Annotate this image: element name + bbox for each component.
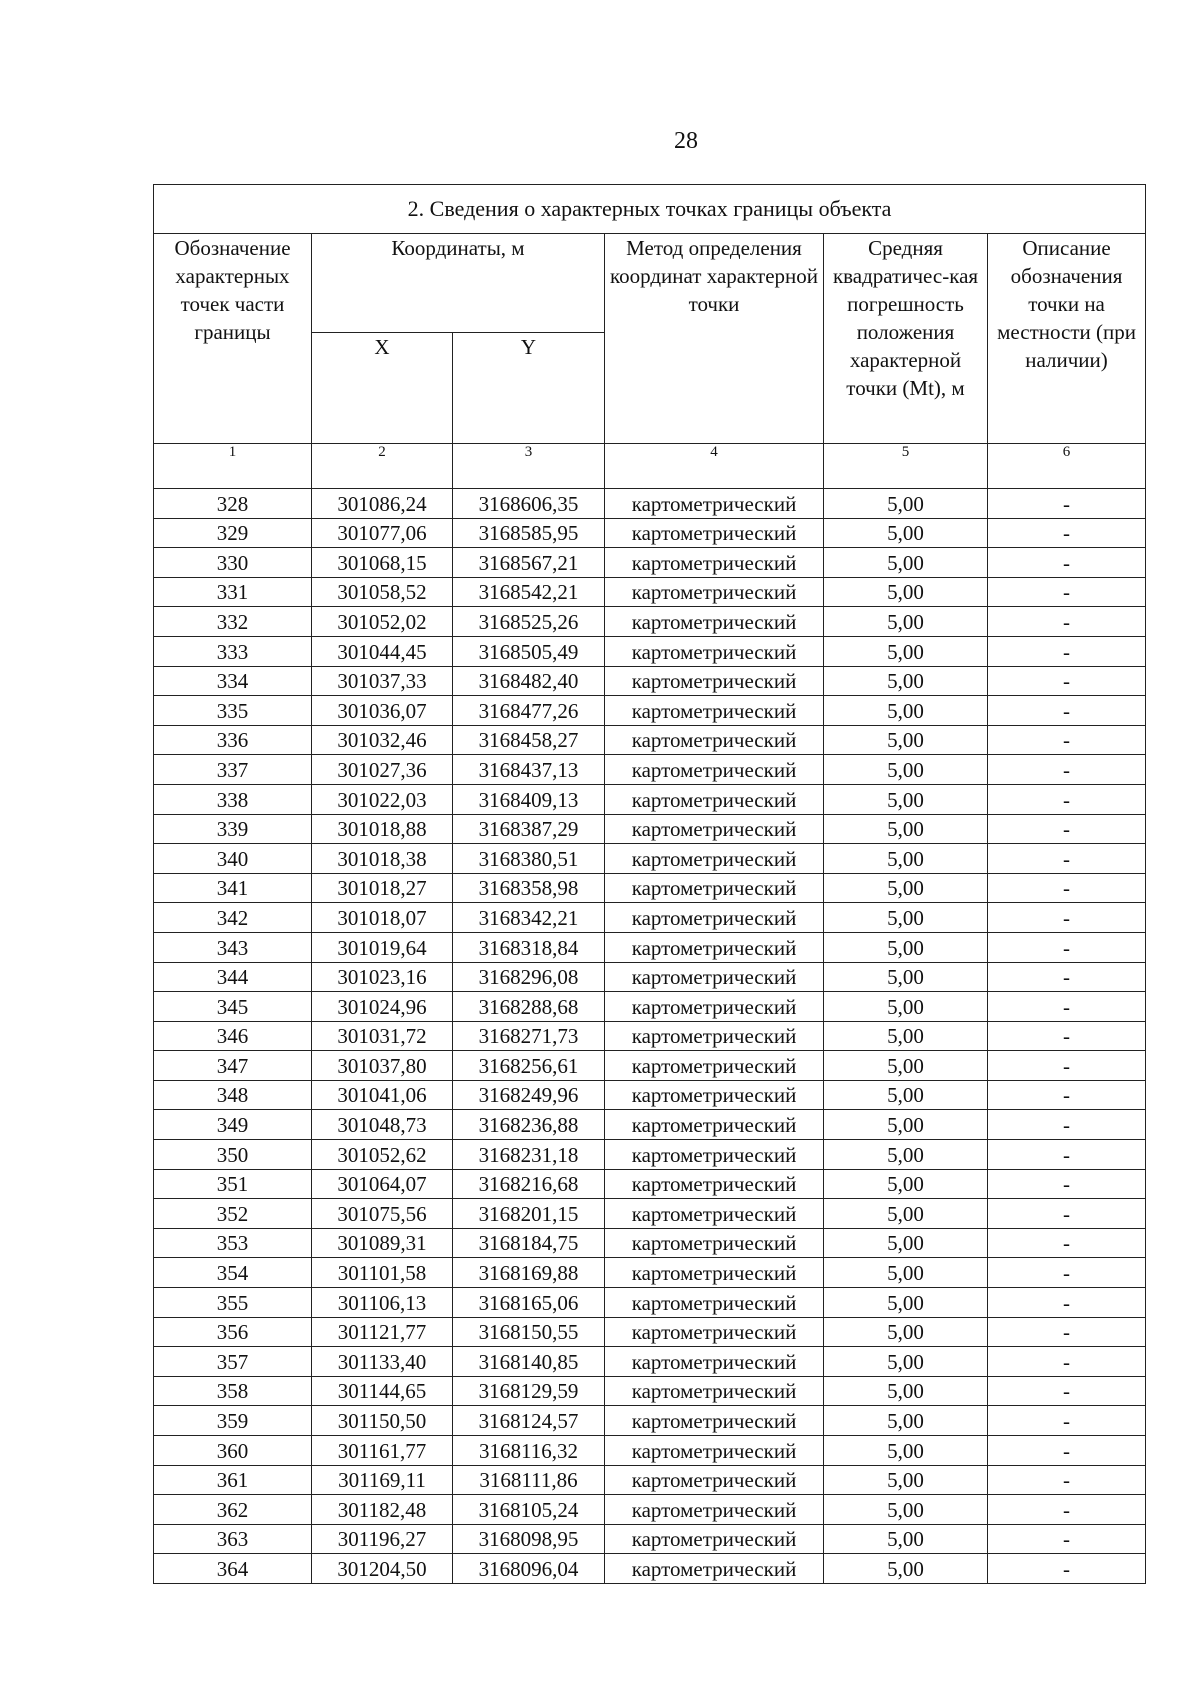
table-row [154,725,1146,755]
table-row [154,1436,1146,1466]
error-cell: 5,00 [824,1110,988,1140]
point-designation: 332 [154,607,312,637]
error-cell: 5,00 [824,844,988,874]
description-cell: - [988,1140,1146,1170]
error-cell: 5,00 [824,1554,988,1584]
table-row [154,548,1146,578]
table-row [154,755,1146,785]
method-cell: картометрический [605,784,824,814]
point-designation: 352 [154,1199,312,1229]
method-cell: картометрический [605,725,824,755]
method-cell: картометрический [605,1376,824,1406]
description-cell: - [988,844,1146,874]
method-cell: картометрический [605,1406,824,1436]
table-row [154,903,1146,933]
description-cell: - [988,489,1146,519]
error-cell: 5,00 [824,548,988,578]
coordinate-y: 3168111,86 [453,1465,605,1495]
coordinate-y: 3168231,18 [453,1140,605,1170]
coordinate-y: 3168201,15 [453,1199,605,1229]
point-designation: 348 [154,1080,312,1110]
description-cell: - [988,1406,1146,1436]
method-cell: картометрический [605,577,824,607]
description-cell: - [988,1436,1146,1466]
point-designation: 360 [154,1436,312,1466]
error-cell: 5,00 [824,932,988,962]
error-cell: 5,00 [824,1347,988,1377]
description-cell: - [988,696,1146,726]
point-designation: 328 [154,489,312,519]
coordinate-x: 301052,02 [312,607,453,637]
error-cell: 5,00 [824,1169,988,1199]
point-designation: 361 [154,1465,312,1495]
description-cell: - [988,962,1146,992]
point-designation: 351 [154,1169,312,1199]
error-cell: 5,00 [824,903,988,933]
description-cell: - [988,814,1146,844]
point-designation: 337 [154,755,312,785]
section-title: 2. Сведения о характерных точках границы объекта [154,185,1146,234]
coordinate-x: 301018,38 [312,844,453,874]
coordinate-x: 301144,65 [312,1376,453,1406]
coordinate-x: 301041,06 [312,1080,453,1110]
table-row [154,1317,1146,1347]
coordinate-y: 3168477,26 [453,696,605,726]
point-designation: 346 [154,1021,312,1051]
point-designation: 339 [154,814,312,844]
method-cell: картометрический [605,1436,824,1466]
error-cell: 5,00 [824,784,988,814]
description-cell: - [988,548,1146,578]
header-method: Метод определения координат характерной точки [605,234,824,444]
method-cell: картометрический [605,1554,824,1584]
point-designation: 330 [154,548,312,578]
header-coordinates: Координаты, м [312,234,605,333]
method-cell: картометрический [605,1347,824,1377]
coordinate-x: 301150,50 [312,1406,453,1436]
column-number: 6 [988,444,1146,489]
point-designation: 358 [154,1376,312,1406]
coordinate-y: 3168096,04 [453,1554,605,1584]
table-row [154,1347,1146,1377]
coordinate-x: 301204,50 [312,1554,453,1584]
error-cell: 5,00 [824,1080,988,1110]
method-cell: картометрический [605,636,824,666]
error-cell: 5,00 [824,1317,988,1347]
error-cell: 5,00 [824,666,988,696]
coordinate-y: 3168129,59 [453,1376,605,1406]
header-y: Y [453,333,605,444]
error-cell: 5,00 [824,1228,988,1258]
table-row [154,1258,1146,1288]
method-cell: картометрический [605,548,824,578]
description-cell: - [988,666,1146,696]
coordinate-x: 301037,80 [312,1051,453,1081]
coordinate-y: 3168525,26 [453,607,605,637]
coordinate-x: 301058,52 [312,577,453,607]
coordinate-x: 301031,72 [312,1021,453,1051]
point-designation: 335 [154,696,312,726]
point-designation: 331 [154,577,312,607]
error-cell: 5,00 [824,1199,988,1229]
error-cell: 5,00 [824,1495,988,1525]
table-row [154,636,1146,666]
error-cell: 5,00 [824,962,988,992]
table-row [154,696,1146,726]
table-row [154,1465,1146,1495]
coordinate-x: 301018,88 [312,814,453,844]
method-cell: картометрический [605,844,824,874]
description-cell: - [988,1495,1146,1525]
description-cell: - [988,1288,1146,1318]
table-row [154,992,1146,1022]
coordinate-x: 301036,07 [312,696,453,726]
description-cell: - [988,1465,1146,1495]
coordinate-y: 3168482,40 [453,666,605,696]
description-cell: - [988,755,1146,785]
error-cell: 5,00 [824,1376,988,1406]
coordinate-y: 3168505,49 [453,636,605,666]
boundary-points-table [153,184,1146,1584]
point-designation: 344 [154,962,312,992]
table-row [154,932,1146,962]
header-designation: Обозначение характерных точек части границы [154,234,312,444]
method-cell: картометрический [605,607,824,637]
coordinate-x: 301052,62 [312,1140,453,1170]
column-number: 1 [154,444,312,489]
coordinate-x: 301075,56 [312,1199,453,1229]
coordinate-x: 301086,24 [312,489,453,519]
page-number: 28 [674,128,698,154]
column-number: 4 [605,444,824,489]
description-cell: - [988,1554,1146,1584]
coordinate-y: 3168271,73 [453,1021,605,1051]
coordinate-y: 3168318,84 [453,932,605,962]
coordinate-y: 3168458,27 [453,725,605,755]
table-row [154,1140,1146,1170]
description-cell: - [988,607,1146,637]
method-cell: картометрический [605,1199,824,1229]
coordinate-y: 3168105,24 [453,1495,605,1525]
coordinate-x: 301106,13 [312,1288,453,1318]
coordinate-y: 3168567,21 [453,548,605,578]
description-cell: - [988,1524,1146,1554]
table-row [154,1080,1146,1110]
error-cell: 5,00 [824,814,988,844]
method-cell: картометрический [605,1288,824,1318]
description-cell: - [988,932,1146,962]
method-cell: картометрический [605,1228,824,1258]
error-cell: 5,00 [824,489,988,519]
point-designation: 342 [154,903,312,933]
coordinate-y: 3168585,95 [453,518,605,548]
method-cell: картометрический [605,932,824,962]
error-cell: 5,00 [824,1051,988,1081]
coordinate-x: 301161,77 [312,1436,453,1466]
coordinate-y: 3168236,88 [453,1110,605,1140]
error-cell: 5,00 [824,992,988,1022]
coordinate-x: 301068,15 [312,548,453,578]
error-cell: 5,00 [824,1140,988,1170]
coordinate-y: 3168140,85 [453,1347,605,1377]
description-cell: - [988,518,1146,548]
point-designation: 359 [154,1406,312,1436]
coordinate-x: 301048,73 [312,1110,453,1140]
method-cell: картометрический [605,1110,824,1140]
coordinate-x: 301032,46 [312,725,453,755]
coordinate-y: 3168342,21 [453,903,605,933]
table-row [154,1110,1146,1140]
point-designation: 350 [154,1140,312,1170]
point-designation: 336 [154,725,312,755]
error-cell: 5,00 [824,1406,988,1436]
description-cell: - [988,1347,1146,1377]
table-row [154,518,1146,548]
error-cell: 5,00 [824,607,988,637]
column-number: 3 [453,444,605,489]
method-cell: картометрический [605,696,824,726]
table-row [154,1051,1146,1081]
coordinate-x: 301133,40 [312,1347,453,1377]
method-cell: картометрический [605,1051,824,1081]
coordinate-y: 3168165,06 [453,1288,605,1318]
table-row [154,1021,1146,1051]
description-cell: - [988,1258,1146,1288]
coordinate-x: 301089,31 [312,1228,453,1258]
point-designation: 355 [154,1288,312,1318]
point-designation: 345 [154,992,312,1022]
error-cell: 5,00 [824,1436,988,1466]
coordinate-x: 301027,36 [312,755,453,785]
description-cell: - [988,1021,1146,1051]
column-number: 5 [824,444,988,489]
method-cell: картометрический [605,489,824,519]
coordinate-y: 3168116,32 [453,1436,605,1466]
method-cell: картометрический [605,666,824,696]
method-cell: картометрический [605,873,824,903]
method-cell: картометрический [605,1524,824,1554]
table-row [154,844,1146,874]
coordinate-x: 301022,03 [312,784,453,814]
error-cell: 5,00 [824,518,988,548]
table-row [154,1554,1146,1584]
point-designation: 362 [154,1495,312,1525]
coordinate-x: 301018,07 [312,903,453,933]
error-cell: 5,00 [824,1021,988,1051]
coordinate-y: 3168409,13 [453,784,605,814]
table-row [154,784,1146,814]
coordinate-y: 3168150,55 [453,1317,605,1347]
method-cell: картометрический [605,814,824,844]
error-cell: 5,00 [824,725,988,755]
coordinate-y: 3168098,95 [453,1524,605,1554]
coordinate-x: 301044,45 [312,636,453,666]
description-cell: - [988,1080,1146,1110]
error-cell: 5,00 [824,755,988,785]
point-designation: 357 [154,1347,312,1377]
point-designation: 356 [154,1317,312,1347]
coordinate-y: 3168288,68 [453,992,605,1022]
description-cell: - [988,1169,1146,1199]
coordinate-y: 3168216,68 [453,1169,605,1199]
error-cell: 5,00 [824,577,988,607]
method-cell: картометрический [605,1080,824,1110]
coordinate-y: 3168606,35 [453,489,605,519]
coordinate-y: 3168184,75 [453,1228,605,1258]
method-cell: картометрический [605,903,824,933]
method-cell: картометрический [605,1140,824,1170]
coordinate-x: 301121,77 [312,1317,453,1347]
coordinate-x: 301023,16 [312,962,453,992]
coordinate-x: 301077,06 [312,518,453,548]
table-row [154,1288,1146,1318]
coordinate-y: 3168256,61 [453,1051,605,1081]
table-row [154,577,1146,607]
coordinate-x: 301064,07 [312,1169,453,1199]
description-cell: - [988,873,1146,903]
error-cell: 5,00 [824,1288,988,1318]
description-cell: - [988,1376,1146,1406]
error-cell: 5,00 [824,873,988,903]
header-error: Средняя квадратичес-кая погрешность положения характерной точки (Mt), м [824,234,988,444]
coordinate-y: 3168358,98 [453,873,605,903]
coordinate-x: 301018,27 [312,873,453,903]
method-cell: картометрический [605,1465,824,1495]
error-cell: 5,00 [824,636,988,666]
description-cell: - [988,1051,1146,1081]
description-cell: - [988,1228,1146,1258]
point-designation: 333 [154,636,312,666]
method-cell: картометрический [605,1495,824,1525]
coordinate-x: 301037,33 [312,666,453,696]
table-row [154,666,1146,696]
coordinate-y: 3168380,51 [453,844,605,874]
coordinate-x: 301196,27 [312,1524,453,1554]
header-x: X [312,333,453,444]
method-cell: картометрический [605,992,824,1022]
description-cell: - [988,1317,1146,1347]
error-cell: 5,00 [824,1524,988,1554]
coordinate-y: 3168169,88 [453,1258,605,1288]
error-cell: 5,00 [824,696,988,726]
table-row [154,1169,1146,1199]
table-row [154,814,1146,844]
point-designation: 329 [154,518,312,548]
error-cell: 5,00 [824,1258,988,1288]
point-designation: 334 [154,666,312,696]
coordinate-y: 3168124,57 [453,1406,605,1436]
description-cell: - [988,1110,1146,1140]
coordinate-y: 3168296,08 [453,962,605,992]
table-row [154,1406,1146,1436]
description-cell: - [988,636,1146,666]
point-designation: 341 [154,873,312,903]
description-cell: - [988,903,1146,933]
coordinate-x: 301024,96 [312,992,453,1022]
table-row [154,962,1146,992]
coordinate-y: 3168387,29 [453,814,605,844]
table-row [154,1199,1146,1229]
table-row [154,1524,1146,1554]
table-row [154,1228,1146,1258]
method-cell: картометрический [605,518,824,548]
coordinate-y: 3168542,21 [453,577,605,607]
method-cell: картометрический [605,755,824,785]
description-cell: - [988,992,1146,1022]
coordinate-y: 3168249,96 [453,1080,605,1110]
method-cell: картометрический [605,1169,824,1199]
point-designation: 363 [154,1524,312,1554]
table-row [154,489,1146,519]
description-cell: - [988,577,1146,607]
coordinate-x: 301101,58 [312,1258,453,1288]
method-cell: картометрический [605,1258,824,1288]
table-row [154,1495,1146,1525]
description-cell: - [988,1199,1146,1229]
coordinate-x: 301169,11 [312,1465,453,1495]
point-designation: 338 [154,784,312,814]
table-row [154,607,1146,637]
column-number: 2 [312,444,453,489]
description-cell: - [988,725,1146,755]
description-cell: - [988,784,1146,814]
method-cell: картометрический [605,1317,824,1347]
point-designation: 354 [154,1258,312,1288]
method-cell: картометрический [605,1021,824,1051]
table-row [154,873,1146,903]
coordinate-x: 301019,64 [312,932,453,962]
point-designation: 347 [154,1051,312,1081]
coordinate-y: 3168437,13 [453,755,605,785]
point-designation: 340 [154,844,312,874]
table-row [154,1376,1146,1406]
error-cell: 5,00 [824,1465,988,1495]
method-cell: картометрический [605,962,824,992]
point-designation: 353 [154,1228,312,1258]
header-description: Описание обозначения точки на местности (при наличии) [988,234,1146,444]
coordinate-x: 301182,48 [312,1495,453,1525]
point-designation: 364 [154,1554,312,1584]
point-designation: 349 [154,1110,312,1140]
point-designation: 343 [154,932,312,962]
